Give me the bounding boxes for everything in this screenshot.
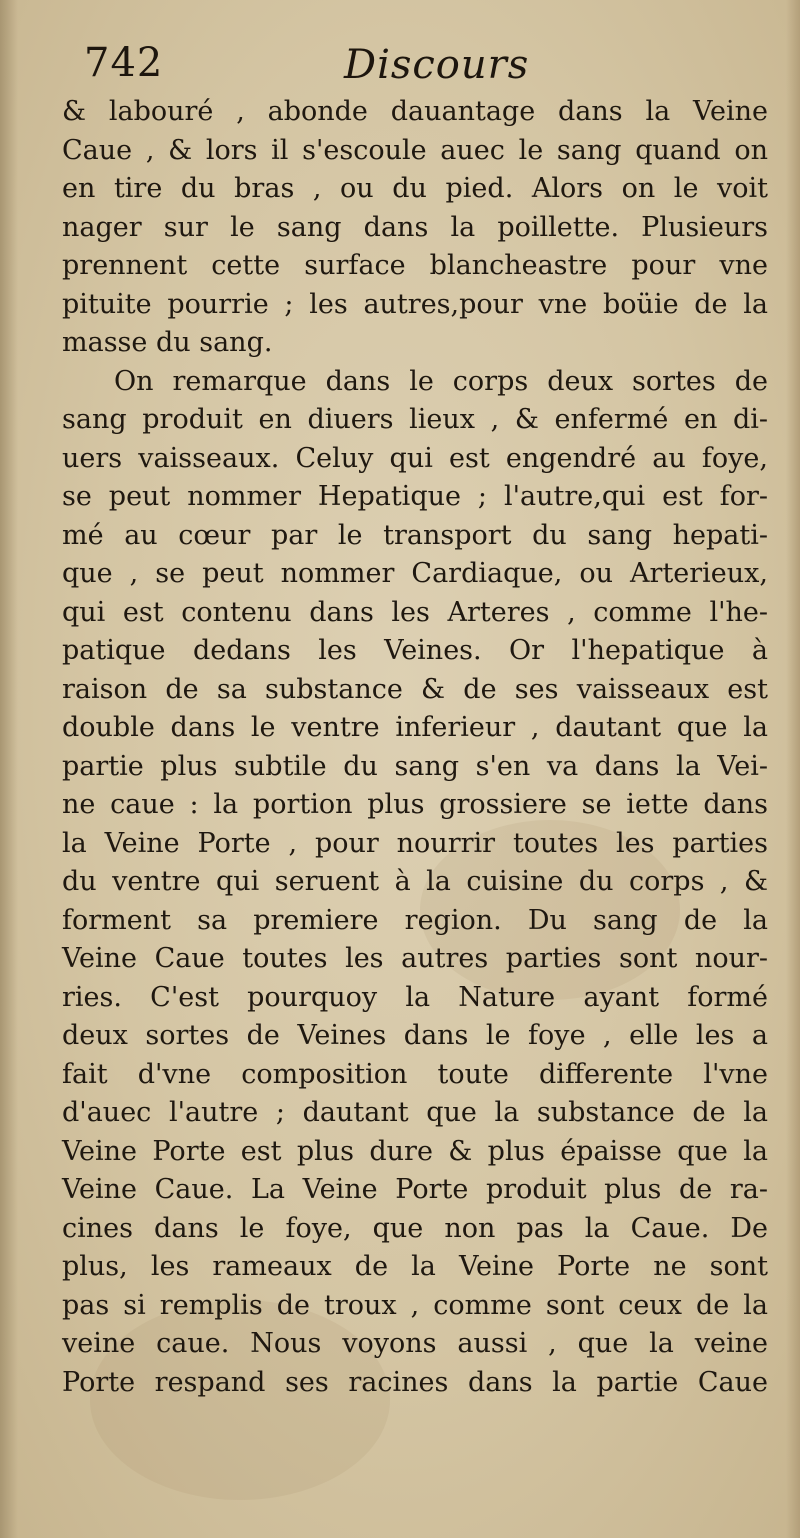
- text-line: prennent cette surface blancheastre pour vne: [62, 250, 768, 281]
- text-line: Porte respand ses racines dans la partie Caue: [62, 1366, 768, 1398]
- text-line: Veine Caue. La Veine Porte produit plus de ra-: [62, 1174, 768, 1205]
- text-line: d'auec l'autre ; dautant que la substance de la: [62, 1097, 768, 1128]
- text-line: Caue , & lors il s'escoule auec le sang quand on: [62, 134, 768, 166]
- text-line: deux sortes de Veines dans le foye , elle les a: [62, 1020, 768, 1051]
- text-line: pas si remplis de troux , comme sont ceux de la: [62, 1289, 768, 1321]
- text-line: ne caue : la portion plus grossiere se iette dans: [62, 789, 768, 820]
- text-line: forment sa premiere region. Du sang de la: [62, 904, 768, 936]
- text-line: masse du sang.: [62, 327, 273, 358]
- text-line: double dans le ventre inferieur , dautant que la: [62, 712, 768, 743]
- text-line: en tire du bras , ou du pied. Alors on le voit: [62, 173, 768, 204]
- text-line: se peut nommer Hepatique ; l'autre,qui est for-: [62, 481, 768, 512]
- text-line: nager sur le sang dans la poillette. Plusieurs: [62, 211, 768, 243]
- text-line: qui est contenu dans les Arteres , comme l'he-: [62, 596, 768, 628]
- text-line: partie plus subtile du sang s'en va dans la Vei-: [62, 750, 768, 782]
- page-gutter-shadow: [0, 0, 18, 1538]
- body-text: [62, 93, 768, 1402]
- text-line: Veine Caue toutes les autres parties sont nour-: [62, 943, 768, 974]
- page-header: [84, 40, 784, 100]
- text-line: que , se peut nommer Cardiaque, ou Arterieux,: [62, 558, 768, 589]
- text-line: sang produit en diuers lieux , & enfermé en di-: [62, 404, 768, 435]
- text-line: du ventre qui seruent à la cuisine du corps , &: [62, 866, 768, 897]
- text-line: patique dedans les Veines. Or l'hepatique à: [62, 635, 768, 666]
- text-line: uers vaisseaux. Celuy qui est engendré au foye,: [62, 442, 768, 474]
- text-line: & labouré , abonde dauantage dans la Veine: [62, 96, 768, 127]
- text-line: raison de sa substance & de ses vaisseaux est: [62, 673, 768, 705]
- text-line: veine caue. Nous voyons aussi , que la veine: [62, 1328, 768, 1359]
- page-number: 742: [84, 40, 164, 86]
- page-edge-shadow: [786, 0, 800, 1538]
- paragraph-start-line: On remarque dans le corps deux sortes de: [114, 365, 768, 397]
- text-line: cines dans le foye, que non pas la Caue. De: [62, 1212, 768, 1244]
- text-line: mé au cœur par le transport du sang hepati-: [62, 519, 768, 551]
- text-line: Veine Porte est plus dure & plus épaisse que la: [62, 1135, 768, 1167]
- running-title: Discours: [344, 42, 530, 88]
- text-line: la Veine Porte , pour nourrir toutes les parties: [62, 827, 768, 859]
- text-line: fait d'vne composition toute differente l'vne: [62, 1058, 768, 1090]
- text-line: plus, les rameaux de la Veine Porte ne sont: [62, 1251, 768, 1282]
- text-line: pituite pourrie ; les autres,pour vne boüie de la: [62, 288, 768, 320]
- text-line: ries. C'est pourquoy la Nature ayant formé: [62, 981, 768, 1013]
